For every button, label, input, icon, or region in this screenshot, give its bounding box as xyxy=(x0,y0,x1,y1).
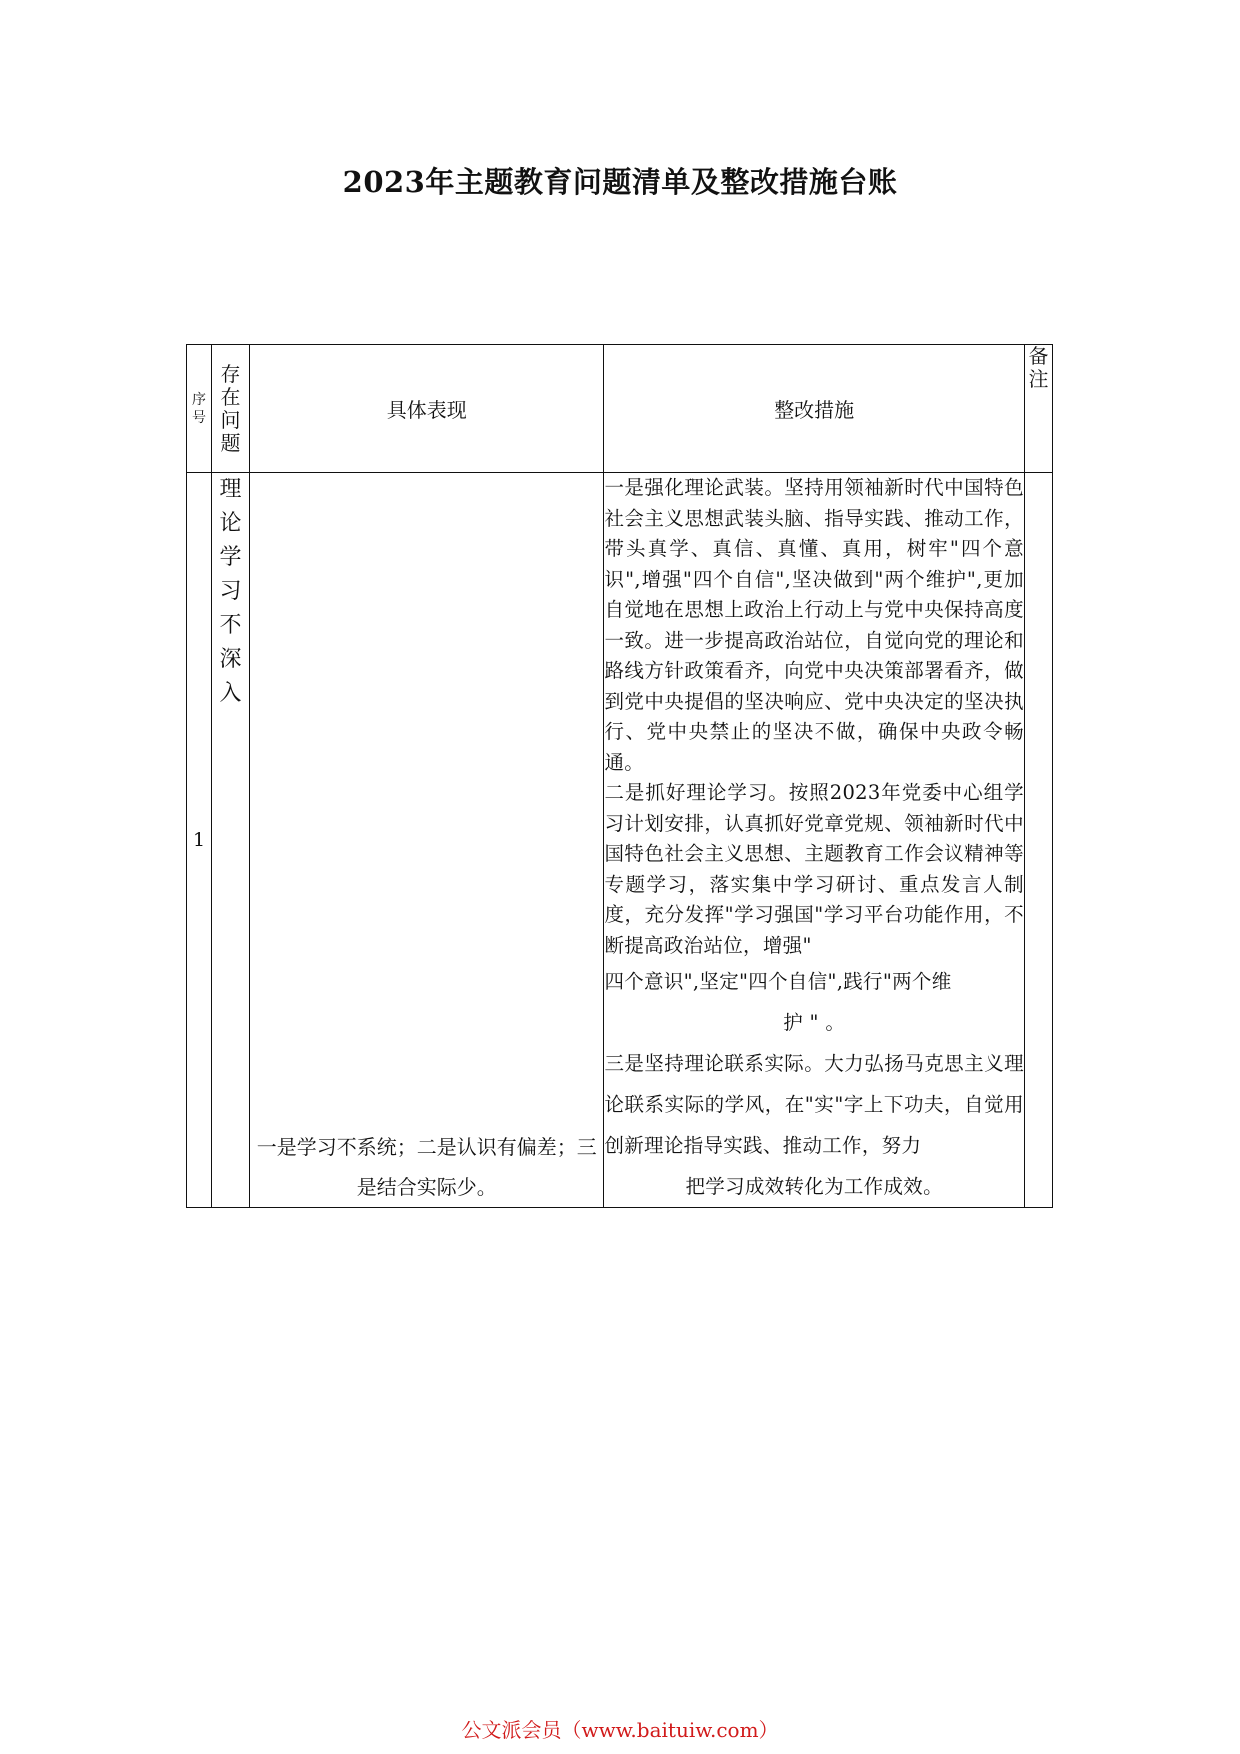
row-remark xyxy=(1024,473,1052,1208)
measure-part-3-end: 把学习成效转化为工作成效。 xyxy=(685,1175,943,1198)
header-detail: 具体表现 xyxy=(250,345,604,473)
table-row xyxy=(187,473,1053,1208)
measure-part-3: 三是坚持理论联系实际。大力弘扬马克思主义理论联系实际的学风，在"实"字上下功夫，自觉用创新理论指导实践、推动工作，努力 xyxy=(604,1052,1024,1157)
row-seq: 1 xyxy=(187,473,212,1208)
header-remark: 备注 xyxy=(1024,345,1052,473)
row-measures xyxy=(604,473,1024,1208)
header-issue: 存在问题 xyxy=(212,345,250,473)
measure-part-2-continued: 四个意识",坚定"四个自信",践行"两个维 xyxy=(604,970,952,993)
footer-watermark: 公文派会员（www.baituiw.com） xyxy=(461,1718,779,1742)
measure-part-1: 一是强化理论武装。坚持用领袖新时代中国特色社会主义思想武装头脑、指导实践、推动工作，带头真学、真信、真懂、真用，树牢"四个意识",增强"四个自信",坚决做到"两个维护",更加自觉地在思想上政治上行动上与党中央保持高度一致。进一步提高政治站位，自觉向党的理论和路线方针政策看齐，向党中央决策部署看齐，做到党中央提倡的坚决响应、党中央决定的坚决执行、党中央禁止的坚决不做，确保中央政令畅通。 xyxy=(604,476,1024,774)
header-measure: 整改措施 xyxy=(604,345,1024,473)
row-detail: 一是学习不系统；二是认识有偏差；三是结合实际少。 xyxy=(250,473,604,1208)
rectification-ledger-table xyxy=(186,344,1053,1208)
page-title: 2023年主题教育问题清单及整改措施台账 xyxy=(342,165,898,199)
measure-part-2-end: 护 " 。 xyxy=(783,1011,846,1034)
measure-part-2: 二是抓好理论学习。按照2023年党委中心组学习计划安排，认真抓好党章党规、领袖新时代中国特色社会主义思想、主题教育工作会议精神等专题学习，落实集中学习研讨、重点发言人制度，充分发挥"学习强国"学习平台功能作用，不断提高政治站位，增强" xyxy=(604,781,1024,957)
row-issue: 理论学习不深入 xyxy=(212,473,250,1208)
header-seq: 序号 xyxy=(187,345,212,473)
table-header-row xyxy=(187,345,1053,473)
